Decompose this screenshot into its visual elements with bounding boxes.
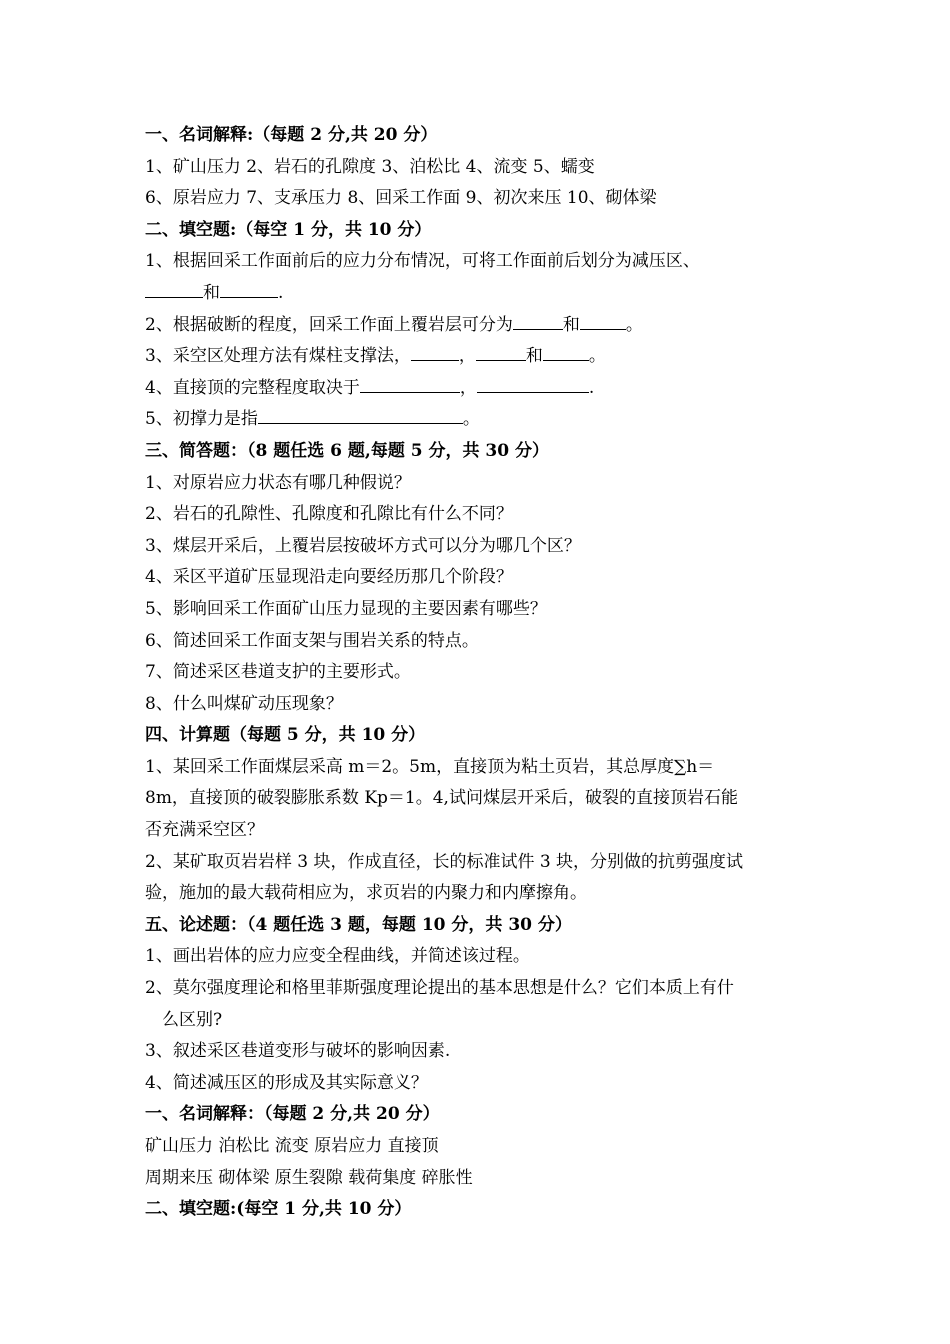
exam-document — [145, 120, 815, 1226]
essay-question-2-line-2: 么区别? — [162, 1009, 223, 1030]
calc-question-2-line-2: 验，施加的最大载荷相应为，求页岩的内聚力和内摩擦角。 — [145, 883, 587, 904]
section-2-title: 二、填空题:（每空 1 分，共 10 分） — [145, 219, 432, 240]
fill-question-1-line-1: 1、根据回采工作面前后的应力分布情况，可将工作面前后划分为减压区、 — [145, 251, 700, 272]
answer-blank — [411, 342, 459, 361]
section-3-title: 三、简答题：（8 题任选 6 题,每题 5 分，共 30 分） — [145, 440, 549, 461]
essay-question-3: 3、叙述采区巷道变形与破坏的影响因素. — [145, 1041, 451, 1062]
short-answer-question: 2、岩石的孔隙性、孔隙度和孔隙比有什么不同？ — [145, 504, 513, 525]
answer-blank — [513, 311, 563, 330]
section-1-terms-line-1: 1、矿山压力 2、岩石的孔隙度 3、泊松比 4、流变 5、蠕变 — [145, 156, 595, 177]
section-1-title: 一、名词解释:（每题 2 分,共 20 分） — [145, 125, 438, 145]
fill-question-3: 3、采空区处理方法有煤柱支撑法， ， 和 。 — [145, 341, 815, 373]
answer-blank — [580, 311, 626, 330]
section-6-terms-line-1: 矿山压力 泊松比 流变 原岩应力 直接顶 — [145, 1136, 439, 1156]
section-7-title: 二、填空题:(每空 1 分,共 10 分） — [145, 1199, 412, 1220]
essay-question-4: 4、简述减压区的形成及其实际意义？ — [145, 1072, 428, 1093]
section-4-title: 四、计算题（每题 5 分，共 10 分） — [145, 725, 426, 746]
section-1-terms-line-2: 6、原岩应力 7、支承压力 8、回采工作面 9、初次来压 10、砌体梁 — [145, 188, 657, 209]
answer-blank — [220, 279, 278, 298]
calc-question-1-line-3: 否充满采空区？ — [145, 820, 264, 841]
short-answer-question: 3、煤层开采后，上覆岩层按破坏方式可以分为哪几个区？ — [145, 535, 581, 556]
answer-blank — [145, 279, 203, 298]
calc-question-1-line-1: 1、某回采工作面煤层采高 m＝2。5m，直接顶为粘土页岩，其总厚度∑h＝ — [145, 756, 715, 777]
short-answer-question: 1、对原岩应力状态有哪几种假说？ — [145, 472, 411, 493]
section-6-terms-line-2: 周期来压 砌体梁 原生裂隙 载荷集度 碎胀性 — [145, 1167, 473, 1188]
short-answer-question: 8、什么叫煤矿动压现象？ — [145, 693, 343, 714]
section-6-title: 一、名词解释：（每题 2 分,共 20 分） — [145, 1104, 440, 1125]
short-answer-question: 6、简述回采工作面支架与围岩关系的特点。 — [145, 630, 479, 651]
short-answer-question: 4、采区平道矿压显现沿走向要经历那几个阶段？ — [145, 567, 513, 588]
short-answer-question: 5、影响回采工作面矿山压力显现的主要因素有哪些？ — [145, 598, 547, 619]
short-answer-question: 7、简述采区巷道支护的主要形式。 — [145, 662, 411, 683]
calc-question-2-line-1: 2、某矿取页岩岩样 3 块，作成直径，长的标准试件 3 块，分别做的抗剪强度试 — [145, 851, 744, 872]
section-5-title: 五、论述题：（4 题任选 3 题，每题 10 分，共 30 分） — [145, 914, 572, 935]
fill-question-2: 2、根据破断的程度，回采工作面上覆岩层可分为 和 。 — [145, 310, 815, 342]
answer-blank — [258, 405, 463, 424]
fill-question-5: 5、初撑力是指 。 — [145, 404, 815, 436]
fill-question-1-line-2: 和 . — [145, 278, 815, 310]
answer-blank — [476, 342, 526, 361]
answer-blank — [543, 342, 589, 361]
calc-question-1-line-2: 8m，直接顶的破裂膨胀系数 Kp＝1。4,试问煤层开采后，破裂的直接顶岩石能 — [145, 788, 738, 809]
essay-question-2-line-1: 2、莫尔强度理论和格里菲斯强度理论提出的基本思想是什么？它们本质上有什 — [145, 978, 734, 999]
fill-question-4: 4、直接顶的完整程度取决于 ， . — [145, 373, 815, 405]
answer-blank — [360, 374, 460, 393]
answer-blank — [477, 374, 589, 393]
essay-question-1: 1、画出岩体的应力应变全程曲线，并简述该过程。 — [145, 946, 530, 967]
